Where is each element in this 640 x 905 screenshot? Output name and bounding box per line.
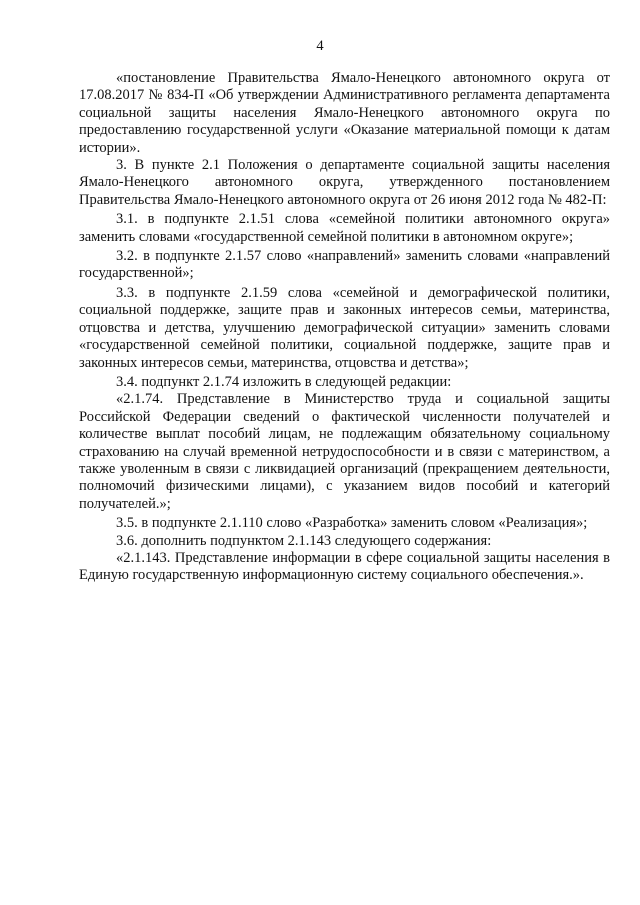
paragraph-preamble: «постановление Правительства Ямало-Ненецкого автономного округа от 17.08.2017 № 834-П «Об утверждении Административного регламента департамента социальной защиты населения Ямало-Ненецкого автономного округа по предоставлению государственной услуги «Оказание материальной помощи к датам истории».: [79, 70, 610, 156]
paragraph-item-3-3: 3.3. в подпункте 2.1.59 слова «семейной и демографической политики, социальной поддержке, защите прав и законных интересов семьи, материнства, отцовства и детства, улучшению демографической ситуации» заменить словами «государственной семейной политики, социальной поддержке, защите прав и законных интересов семьи, материнства, отцовства и детства»;: [79, 284, 610, 371]
document-body: [79, 70, 610, 585]
paragraph-item-2-1-143: «2.1.143. Представление информации в сфере социальной защиты населения в Единую государственную информационную систему социального обеспечения.».: [79, 549, 610, 584]
page-number: 4: [316, 38, 324, 54]
paragraph-item-3-2: 3.2. в подпункте 2.1.57 слово «направлений» заменить словами «направлений государственной»;: [79, 248, 610, 282]
paragraph-item-2-1-74: «2.1.74. Представление в Министерство труда и социальной защиты Российской Федерации сведений о фактической численности получателей и количестве выплат пособий лицам, не подлежащим обязательному социальному страхованию на случай временной нетрудоспособности и в связи с материнством, а также уволенным в связи с ликвидацией организаций (прекращением деятельности, полномочий физическими лицами), с указанием видов пособий и категорий получателей.»;: [79, 391, 610, 512]
paragraph-item-3-1: 3.1. в подпункте 2.1.51 слова «семейной политики автономного округа» заменить словами «государственной семейной политики в автономном округе»;: [79, 211, 610, 245]
paragraph-item-3-4: 3.4. подпункт 2.1.74 изложить в следующей редакции:: [116, 373, 452, 390]
paragraph-item-3-5: 3.5. в подпункте 2.1.110 слово «Разработка» заменить словом «Реализация»;: [116, 515, 588, 532]
paragraph-item-3-6: 3.6. дополнить подпунктом 2.1.143 следующего содержания:: [116, 532, 492, 549]
paragraph-item-3: 3. В пункте 2.1 Положения о департаменте социальной защиты населения Ямало-Ненецкого автономного округа, утвержденного постановлением Правительства Ямало-Ненецкого автономного округа от 26 июня 2012 года № 482-П:: [79, 157, 610, 208]
